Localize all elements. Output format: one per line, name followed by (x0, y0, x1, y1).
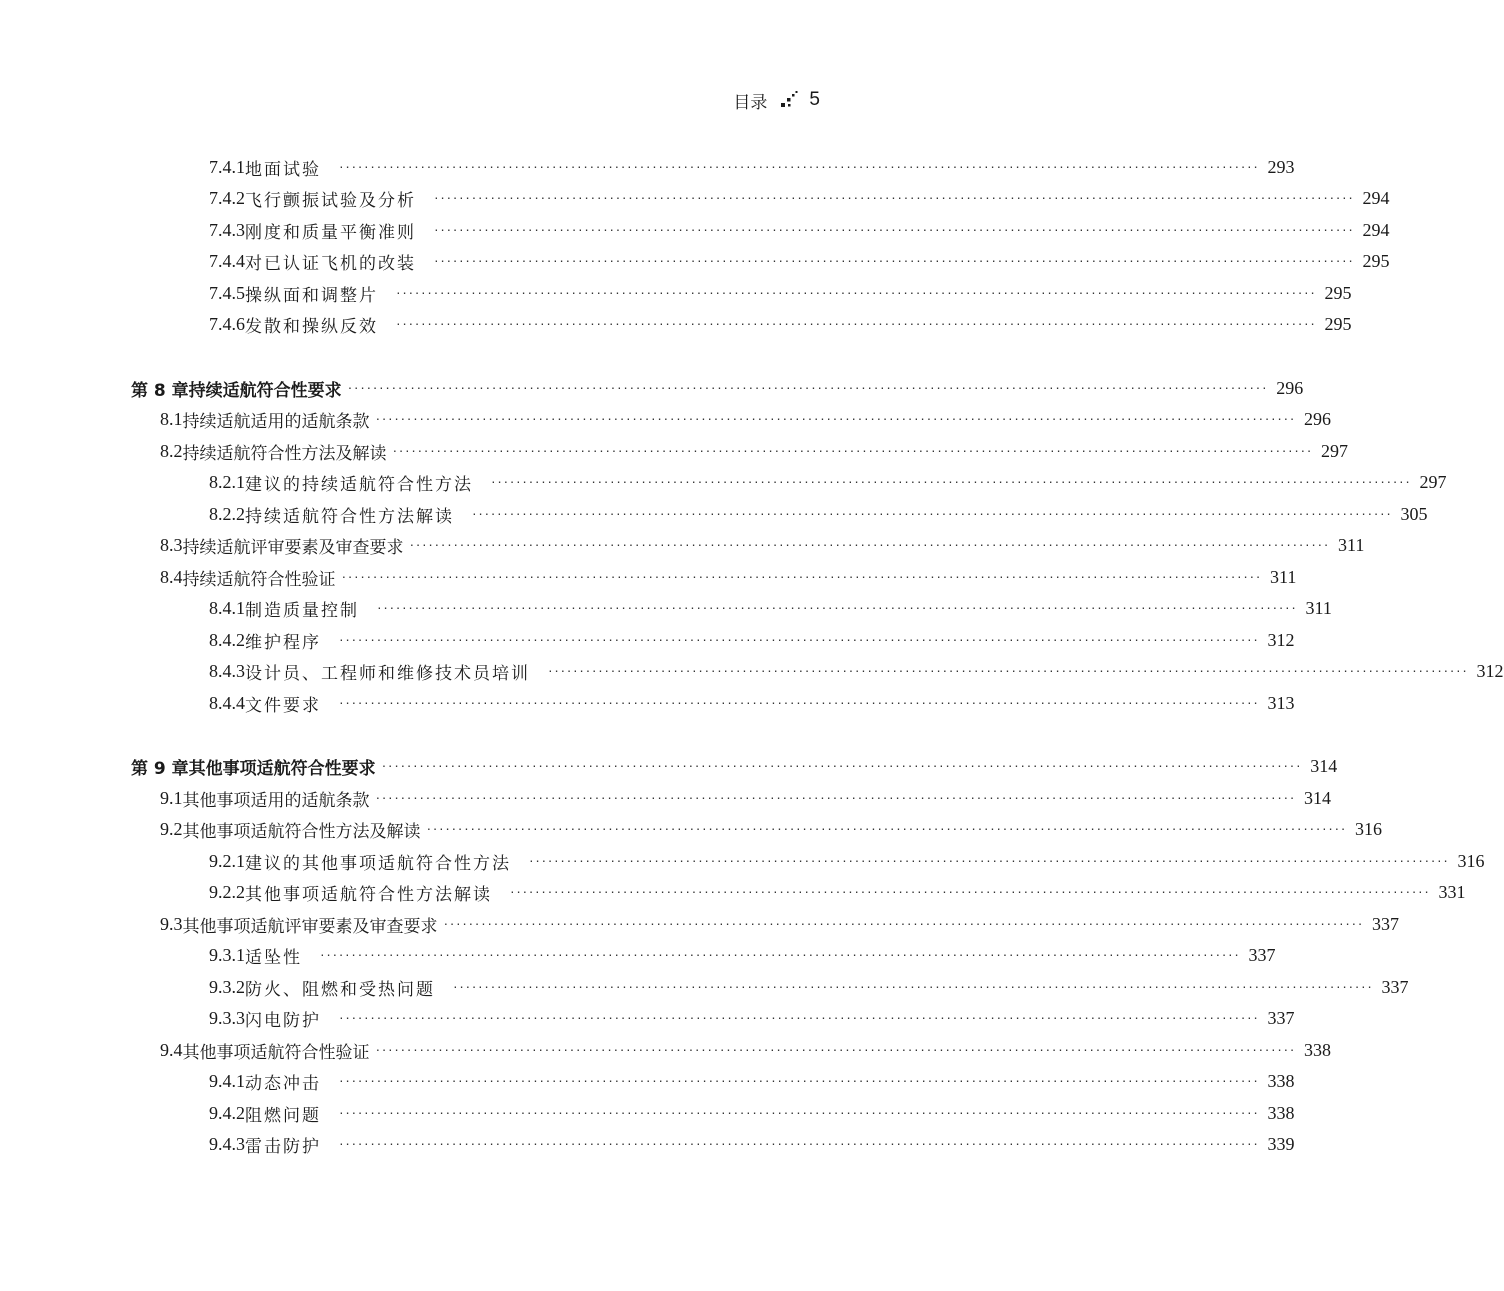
entry-page-number: 311 (1270, 566, 1297, 587)
entry-number: 第 8 章 (131, 380, 189, 401)
entry-title: 防火、阻燃和受热问题 (245, 979, 435, 1000)
toc-entry[interactable] (209, 877, 1466, 907)
entry-number: 9.3 (160, 913, 183, 934)
toc-entry[interactable] (209, 183, 1390, 213)
entry-number: 8.4 (160, 566, 183, 587)
entry-page-number: 297 (1419, 471, 1447, 492)
toc-entry[interactable] (209, 972, 1409, 1002)
toc-entry[interactable] (209, 1003, 1295, 1033)
entry-title: 闪电防护 (245, 1010, 321, 1031)
dot-leader: ··················································································································································· (409, 536, 1331, 552)
entry-page-number: 311 (1338, 534, 1365, 555)
dot-leader: ··················································································································································· (339, 1104, 1260, 1120)
toc-entry[interactable] (209, 656, 1504, 686)
dots-ornament-icon (779, 90, 799, 110)
entry-title: 动态冲击 (245, 1073, 321, 1094)
entry-title: 其他事项适航评审要素及审查要求 (182, 916, 438, 937)
entry-number: 8.4.4 (209, 692, 245, 713)
entry-title: 其他事项适航符合性方法及解读 (182, 821, 421, 842)
dot-leader: ··················································································································································· (434, 252, 1355, 268)
entry-number: 8.4.2 (209, 629, 245, 650)
toc-entry[interactable] (209, 846, 1485, 876)
toc-entry[interactable] (160, 909, 1400, 939)
toc-entry[interactable] (209, 625, 1295, 655)
dot-leader: ··················································································································································· (320, 946, 1241, 962)
entry-page-number: 312 (1476, 660, 1504, 681)
entry-title: 其他事项适用的适航条款 (182, 790, 370, 811)
toc-entry[interactable] (209, 1129, 1295, 1159)
entry-number: 9.3.1 (209, 944, 245, 965)
dot-leader: ··················································································································································· (491, 473, 1412, 489)
dot-leader: ··················································································································································· (548, 662, 1469, 678)
entry-number: 8.3 (160, 534, 183, 555)
dot-leader: ··················································································································································· (426, 820, 1348, 836)
dot-leader: ··················································································································································· (529, 852, 1450, 868)
dot-leader: ··················································································································································· (434, 189, 1355, 205)
entry-number: 8.4.1 (209, 597, 245, 618)
entry-number: 9.1 (160, 787, 183, 808)
dot-leader: ··················································································································································· (453, 978, 1374, 994)
toc-entry[interactable] (131, 373, 1304, 403)
entry-title: 对已认证飞机的改装 (245, 253, 416, 274)
entry-title: 适坠性 (245, 947, 302, 968)
entry-number: 9.4.1 (209, 1070, 245, 1091)
dot-leader: ··················································································································································· (375, 1041, 1297, 1057)
entry-number: 第 9 章 (131, 758, 189, 779)
dot-leader: ··················································································································································· (375, 410, 1297, 426)
entry-number: 7.4.6 (209, 313, 245, 334)
entry-page-number: 294 (1362, 219, 1390, 240)
entry-page-number: 311 (1305, 597, 1332, 618)
dot-leader: ··················································································································································· (347, 379, 1269, 395)
dot-leader: ··················································································································································· (339, 1135, 1260, 1151)
entry-title: 持续适航评审要素及审查要求 (182, 537, 404, 558)
toc-entry[interactable] (209, 1098, 1295, 1128)
entry-page-number: 312 (1267, 629, 1295, 650)
dot-leader: ··················································································································································· (377, 599, 1298, 615)
dot-leader: ··················································································································································· (339, 1072, 1260, 1088)
entry-title: 持续适航符合性验证 (182, 569, 336, 590)
entry-number: 9.4.2 (209, 1102, 245, 1123)
entry-title: 阻燃问题 (245, 1105, 321, 1126)
entry-number: 8.2 (160, 440, 183, 461)
entry-title: 制造质量控制 (245, 600, 359, 621)
entry-title: 持续适航符合性方法解读 (245, 506, 454, 527)
entry-title: 飞行颤振试验及分析 (245, 190, 416, 211)
entry-number: 9.3.3 (209, 1007, 245, 1028)
entry-number: 8.1 (160, 408, 183, 429)
dot-leader: ··················································································································································· (392, 442, 1314, 458)
entry-number: 8.4.3 (209, 660, 245, 681)
toc-entry[interactable] (160, 436, 1349, 466)
toc-entry[interactable] (209, 278, 1352, 308)
toc-entry[interactable] (209, 309, 1352, 339)
entry-title: 其他事项适航符合性要求 (188, 758, 376, 779)
toc-entry[interactable] (160, 783, 1332, 813)
entry-title: 持续适航符合性方法及解读 (182, 443, 387, 464)
running-header (733, 86, 820, 114)
entry-title: 维护程序 (245, 632, 321, 653)
entry-title: 刚度和质量平衡准则 (245, 222, 416, 243)
toc-entry[interactable] (160, 1035, 1332, 1065)
dot-leader: ··················································································································································· (375, 789, 1297, 805)
entry-number: 9.4.3 (209, 1133, 245, 1154)
dot-leader: ··················································································································································· (339, 158, 1260, 174)
entry-page-number: 316 (1457, 850, 1485, 871)
entry-title: 地面试验 (245, 159, 321, 180)
toc-entry[interactable] (160, 530, 1365, 560)
entry-number: 9.3.2 (209, 976, 245, 997)
dot-leader: ··················································································································································· (339, 1009, 1260, 1025)
dot-leader: ··················································································································································· (396, 284, 1317, 300)
entry-page-number: 305 (1400, 503, 1428, 524)
entry-page-number: 338 (1267, 1102, 1295, 1123)
toc-entry[interactable] (209, 499, 1428, 529)
entry-page-number: 338 (1267, 1070, 1295, 1091)
entry-page-number: 337 (1267, 1007, 1295, 1028)
entry-page-number: 296 (1276, 377, 1304, 398)
entry-page-number: 295 (1362, 250, 1390, 271)
dot-leader: ··················································································································································· (434, 221, 1355, 237)
header-label: 目录 (733, 92, 768, 113)
dot-leader: ··················································································································································· (339, 631, 1260, 647)
entry-title: 持续适航适用的适航条款 (182, 411, 370, 432)
entry-number: 7.4.5 (209, 282, 245, 303)
entry-title: 持续适航符合性要求 (188, 380, 342, 401)
toc-entry[interactable] (209, 152, 1295, 182)
dot-leader: ··················································································································································· (472, 505, 1393, 521)
toc-entry[interactable] (160, 404, 1332, 434)
entry-number: 9.2.1 (209, 850, 245, 871)
entry-number: 7.4.4 (209, 250, 245, 271)
entry-title: 其他事项适航符合性验证 (182, 1042, 370, 1063)
toc-entry[interactable] (209, 688, 1295, 718)
entry-page-number: 293 (1267, 156, 1295, 177)
dot-leader: ··················································································································································· (443, 915, 1365, 931)
toc-entry[interactable] (131, 751, 1338, 781)
entry-number: 9.2 (160, 818, 183, 839)
entry-page-number: 314 (1310, 755, 1338, 776)
entry-number: 7.4.1 (209, 156, 245, 177)
toc-entry[interactable] (160, 814, 1383, 844)
entry-number: 7.4.2 (209, 187, 245, 208)
entry-title: 发散和操纵反效 (245, 316, 378, 337)
entry-page-number: 316 (1355, 818, 1383, 839)
dot-leader: ··················································································································································· (341, 568, 1263, 584)
entry-number: 9.4 (160, 1039, 183, 1060)
entry-title: 其他事项适航符合性方法解读 (245, 884, 492, 905)
entry-title: 雷击防护 (245, 1136, 321, 1157)
entry-title: 建议的其他事项适航符合性方法 (245, 853, 511, 874)
entry-number: 8.2.2 (209, 503, 245, 524)
toc-entry[interactable] (209, 467, 1447, 497)
entry-title: 设计员、工程师和维修技术员培训 (245, 663, 530, 684)
header-page-number: 5 (809, 89, 820, 110)
entry-title: 操纵面和调整片 (245, 285, 378, 306)
toc-entry[interactable] (209, 593, 1332, 623)
toc-entry[interactable] (209, 940, 1276, 970)
toc-entry[interactable] (209, 246, 1390, 276)
entry-page-number: 331 (1438, 881, 1466, 902)
dot-leader: ··················································································································································· (381, 757, 1303, 773)
entry-page-number: 296 (1304, 408, 1332, 429)
entry-page-number: 338 (1304, 1039, 1332, 1060)
toc-entry[interactable] (209, 215, 1390, 245)
entry-page-number: 314 (1304, 787, 1332, 808)
entry-page-number: 295 (1324, 313, 1352, 334)
entry-page-number: 337 (1381, 976, 1409, 997)
entry-page-number: 297 (1321, 440, 1349, 461)
entry-number: 8.2.1 (209, 471, 245, 492)
toc-entry[interactable] (160, 562, 1297, 592)
dot-leader: ··················································································································································· (510, 883, 1431, 899)
entry-title: 建议的持续适航符合性方法 (245, 474, 473, 495)
dot-leader: ··················································································································································· (339, 694, 1260, 710)
entry-page-number: 337 (1248, 944, 1276, 965)
entry-page-number: 295 (1324, 282, 1352, 303)
entry-page-number: 294 (1362, 187, 1390, 208)
dot-leader: ··················································································································································· (396, 315, 1317, 331)
entry-page-number: 337 (1372, 913, 1400, 934)
entry-number: 7.4.3 (209, 219, 245, 240)
entry-title: 文件要求 (245, 695, 321, 716)
toc-entry[interactable] (209, 1066, 1295, 1096)
entry-page-number: 313 (1267, 692, 1295, 713)
entry-number: 9.2.2 (209, 881, 245, 902)
entry-page-number: 339 (1267, 1133, 1295, 1154)
